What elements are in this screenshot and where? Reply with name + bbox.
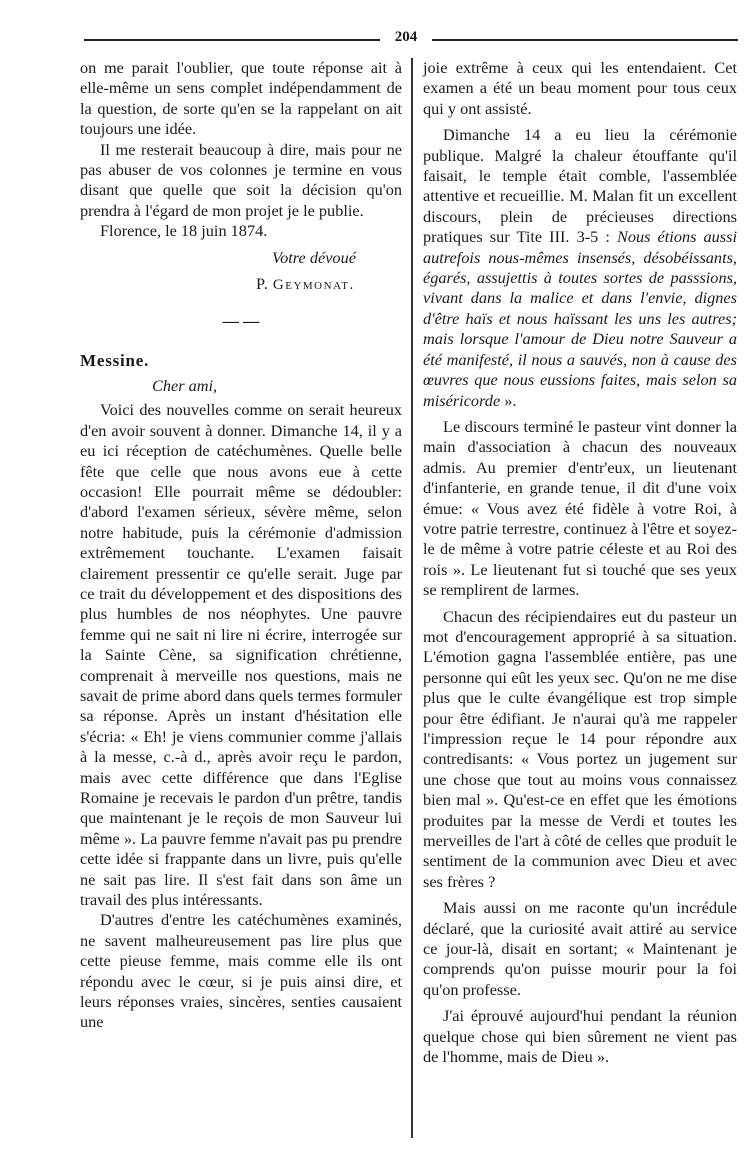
signature-name: Geymonat. [272, 277, 355, 294]
letter-paragraph: D'autres d'entre les catéchumènes examinés, ne savent malheureusement pas lire plus que cette pieuse femme, mais comme elle ils ont répondu avec le cœur, si je puis ainsi dire, et leurs réponses vraies, sincères, senties causaient une [80, 910, 402, 1032]
letter-paragraph: Chacun des récipiendaires eut du pasteur un mot d'encouragement approprié à sa situation. L'émotion gagna l'assemblée entière, pas une personne qui eût les yeux sec. Qu'on ne me dise plus que le culte évangélique est trop simple pour être édifiant. Je n'aurai qu'à me rappeler l'impression reçue le 14 pour répondre aux contredisants: « Vous portez un jugement sur une chose que tout au moins vous connaissez bien mal ». Qu'est-ce en effet que les émotions produites par la messe de Verdi et toutes les merveilles de l'art à côté de celles que produit le sentiment de la communion avec Dieu et avec ses frères ? [423, 606, 737, 891]
header-rule-right [432, 39, 738, 41]
paragraph-continuation: joie extrême à ceux qui les entendaient. Cet examen a été un beau moment pour tous ceux qui y ont assisté. [423, 58, 737, 118]
letter-paragraph: Le discours terminé le pasteur vint donner la main d'association à chacun des nouveaux admis. Au premier d'entr'eux, un lieutenant d'infanterie, en grande tenue, il dit d'une voix émue: « Vous avez été fidèle à votre Roi, à votre patrie terrestre, continuez à l'être et soyez-le de même à votre patrie céleste et au Roi des rois ». Le lieutenant fut si touché que ses yeux se remplirent de larmes. [423, 416, 737, 600]
scripture-quote: Nous étions aussi autrefois nous-mêmes insensés, désobéissants, égarés, assujettis à toutes sortes de passsions, vivant dans la malice et dans l'envie, dignes d'être haïs et nous haïssant les uns les autres; mais lorsque l'amour de Dieu notre Sauveur a été manifesté, il nous a sauvés, non à cause des œuvres que nous eussions faites, mais selon sa miséricorde [423, 227, 738, 410]
paragraph-intro: Dimanche 14 a eu lieu la cérémonie publique. Malgré la chaleur étouffante qu'il faisait, le temple était comble, l'assemblée attentive et recueillie. M. Malan fit un excellent discours, plein de précieuses directions pratiques sur Tite III. 3-5 : [423, 125, 737, 247]
quote-close: ». [500, 390, 517, 410]
right-column [423, 58, 737, 1068]
header-rule-left [84, 39, 380, 41]
letter-paragraph: Mais aussi on me raconte qu'un incrédule déclaré, que la curiosité avait attiré au service ce jour-là, disait en sortant; « Maintenant je comprends qu'on puisse mourir pour la foi qu'on professe. [423, 898, 737, 999]
signature [80, 274, 402, 295]
salutation: Cher ami, [152, 375, 218, 395]
page-header [84, 26, 738, 46]
column-divider [411, 58, 413, 1138]
article-separator: — — [222, 311, 260, 331]
paragraph-closing: Il me resterait beaucoup à dire, mais pour ne pas abuser de vos colonnes je termine en vous disant que quelle que soit la décision qu'on prendra à l'égard de mon projet je le publie. [80, 139, 402, 220]
letter-paragraph [423, 125, 737, 411]
signoff: Votre dévoué [272, 247, 356, 267]
page-number: 204 [394, 29, 418, 45]
signature-initial: P. [256, 274, 269, 294]
section-title: Messine. [80, 351, 150, 371]
dateline: Florence, le 18 juin 1874. [100, 221, 268, 241]
left-column [80, 58, 402, 1033]
letter-paragraph: J'ai éprouvé aujourd'hui pendant la réunion quelque chose qui bien sûrement ne vient pas de l'homme, mais de Dieu ». [423, 1006, 737, 1067]
paragraph-continuation: on me parait l'oublier, que toute réponse ait à elle-même un sens complet indépendamment de la question, de sorte qu'en se la rappelant on ait toujours une idée. [80, 58, 402, 139]
letter-paragraph: Voici des nouvelles comme on serait heureux d'en avoir souvent à donner. Dimanche 14, il y a eu ici réception de catéchumènes. Quelle belle fête que celle que nous avons eue à cette occasion! Elle pourrait même se dédoubler: d'abord l'examen sérieux, sévère même, selon notre habitude, puis la cérémonie d'admission extrêmement touchante. L'examen faisait clairement pressentir ce qu'elle serait. Juge par ce trait du développement et des dispositions des plus humbles de nos néophytes. Une pauvre femme qui ne sait ni lire ni écrire, interrogée sur la Sainte Cène, sa signification chrétienne, comprenait à merveille nos questions, mais ne savait de prime abord dans quels termes formuler sa réponse. Après un instant d'hésitation elle s'écria: « Eh! je viens communier comme j'allais à la messe, c.-à d., après avoir reçu le pardon, mais avec cette différence que dans l'Eglise Romaine je recevais le pardon d'un prêtre, tandis que maintenant je le reçois de mon Sauveur lui même ». La pauvre femme n'avait pas pu prendre cette idée si frappante dans un livre, puis qu'elle ne sait pas lire. Il s'est fait dans son âme un travail des plus intéressants. [80, 400, 402, 910]
